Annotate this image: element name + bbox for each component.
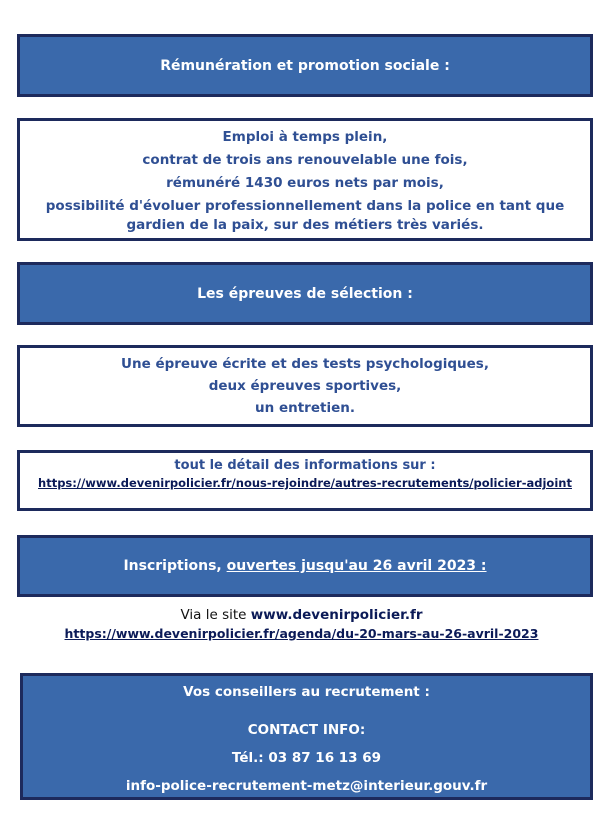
site-info	[0, 605, 603, 643]
condition-line-3: rémunéré 1430 euros nets par mois,	[166, 175, 444, 191]
condition-line-1: Emploi à temps plein,	[222, 129, 388, 145]
condition-line-2: contrat de trois ans renouvelable une fois,	[142, 152, 468, 168]
site-line	[0, 605, 603, 625]
inscriptions-prefix: Inscriptions,	[123, 558, 227, 574]
remuneration-title: Rémunération et promotion sociale :	[160, 57, 450, 74]
epreuves-box	[17, 345, 593, 427]
epreuve-line-1: Une épreuve écrite et des tests psychologiques,	[121, 356, 489, 372]
details-label: tout le détail des informations sur :	[174, 458, 436, 473]
condition-line-4: possibilité d'évoluer professionnellement dans la police en tant que gardien de la paix, sur des métiers très variés.	[45, 198, 565, 233]
details-link[interactable]: https://www.devenirpolicier.fr/nous-rejoindre/autres-recrutements/policier-adjoint	[38, 476, 572, 490]
site-prefix: Via le site	[180, 607, 251, 623]
contact-email[interactable]: info-police-recrutement-metz@interieur.gouv.fr	[125, 778, 488, 794]
remuneration-header	[17, 34, 593, 97]
conditions-box	[17, 118, 593, 241]
contact-heading: Vos conseillers au recrutement :	[183, 684, 430, 700]
inscriptions-header	[17, 535, 593, 597]
inscriptions-text	[123, 558, 486, 574]
epreuve-line-3: un entretien.	[255, 400, 355, 416]
inscriptions-deadline: ouvertes jusqu'au 26 avril 2023 :	[226, 558, 487, 574]
site-domain[interactable]: www.devenirpolicier.fr	[250, 607, 423, 623]
epreuves-header	[17, 262, 593, 325]
epreuves-title: Les épreuves de sélection :	[197, 285, 413, 302]
contact-title: CONTACT INFO:	[247, 722, 366, 738]
agenda-link[interactable]: https://www.devenirpolicier.fr/agenda/du-20-mars-au-26-avril-2023	[64, 626, 539, 641]
epreuve-line-2: deux épreuves sportives,	[208, 378, 402, 394]
contact-box	[20, 673, 593, 800]
contact-phone: Tél.: 03 87 16 13 69	[231, 750, 382, 766]
details-box	[17, 450, 593, 511]
